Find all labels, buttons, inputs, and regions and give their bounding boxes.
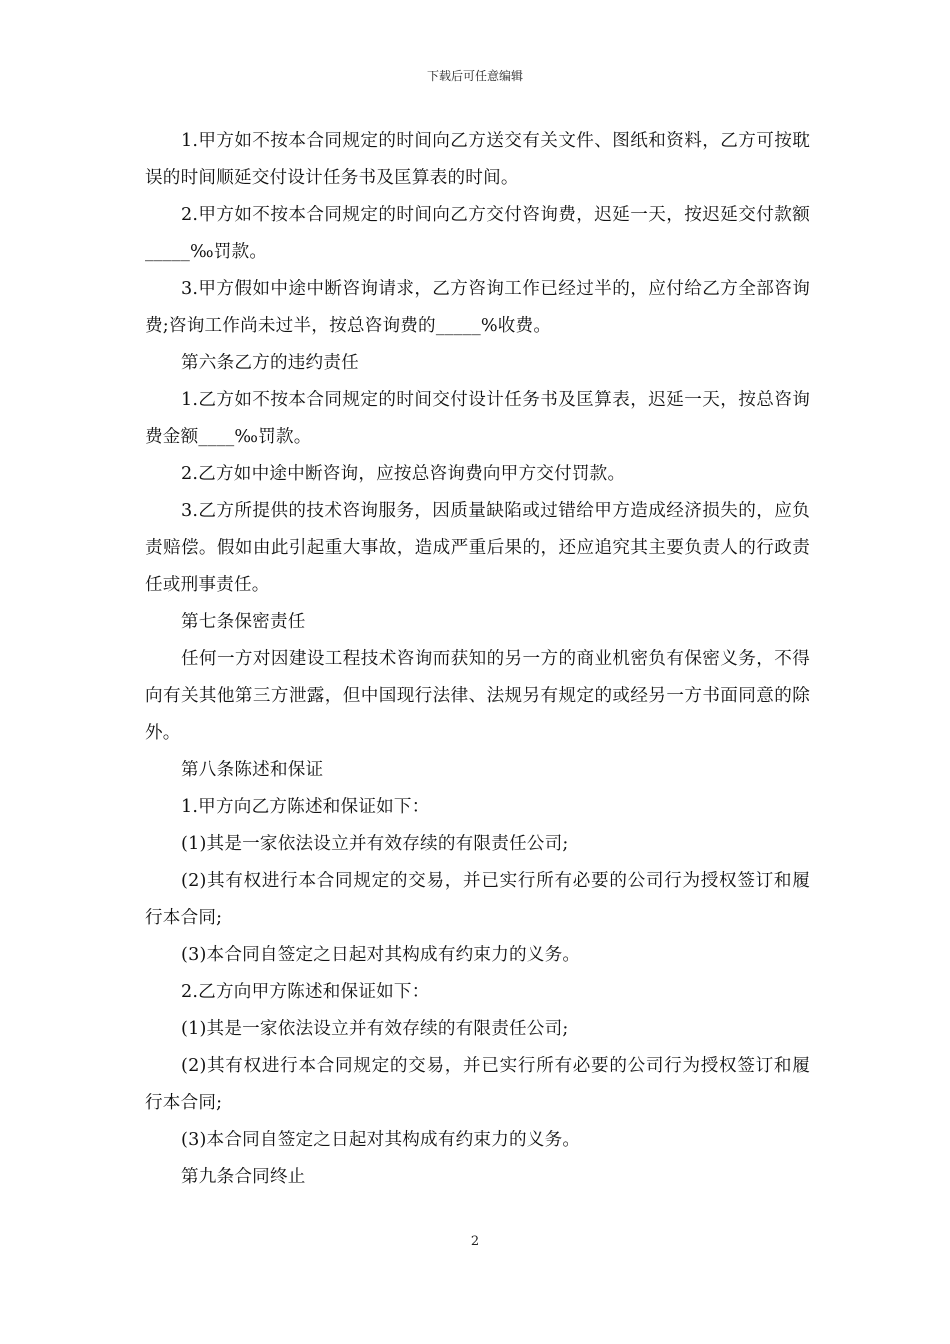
list-item: (2)其有权进行本合同规定的交易，并已实行所有必要的公司行为授权签订和履行本合同; [145,871,810,928]
paragraph: 1.乙方如不按本合同规定的时间交付设计任务书及匡算表，迟延一天，按总咨询费金额____‰罚款。 [145,390,810,447]
paragraph: 2.乙方如中途中断咨询，应按总咨询费向甲方交付罚款。 [181,464,626,484]
paragraph: 2.乙方向甲方陈述和保证如下： [181,982,430,1002]
paragraph: 1.甲方向乙方陈述和保证如下： [181,797,430,817]
list-item: (3)本合同自签定之日起对其构成有约束力的义务。 [181,945,581,965]
paragraph: 3.甲方假如中途中断咨询请求，乙方咨询工作已经过半的，应付给乙方全部咨询费;咨询工作尚未过半，按总咨询费的_____%收费。 [145,279,810,336]
page-number: 2 [470,1234,480,1249]
list-item: (3)本合同自签定之日起对其构成有约束力的义务。 [181,1130,581,1150]
paragraph: 任何一方对因建设工程技术咨询而获知的另一方的商业机密负有保密义务，不得向有关其他第三方泄露，但中国现行法律、法规另有规定的或经另一方书面同意的除外。 [145,649,810,743]
section-heading: 第七条保密责任 [181,612,306,632]
page-header: 下载后可任意编辑 [426,69,523,83]
document-body [145,123,810,1196]
list-item: (2)其有权进行本合同规定的交易，并已实行所有必要的公司行为授权签订和履行本合同; [145,1056,810,1113]
section-heading: 第八条陈述和保证 [181,760,324,780]
paragraph: 2.甲方如不按本合同规定的时间向乙方交付咨询费，迟延一天，按迟延交付款额_____‰罚款。 [145,205,810,262]
paragraph: 3.乙方所提供的技术咨询服务，因质量缺陷或过错给甲方造成经济损失的，应负责赔偿。假如由此引起重大事故，造成严重后果的，还应追究其主要负责人的行政责任或刑事责任。 [145,501,810,595]
list-item: (1)其是一家依法设立并有效存续的有限责任公司; [181,1019,569,1039]
list-item: (1)其是一家依法设立并有效存续的有限责任公司; [181,834,569,854]
section-heading: 第六条乙方的违约责任 [181,353,359,373]
section-heading: 第九条合同终止 [181,1167,306,1187]
paragraph: 1.甲方如不按本合同规定的时间向乙方送交有关文件、图纸和资料，乙方可按耽误的时间顺延交付设计任务书及匡算表的时间。 [145,131,810,188]
